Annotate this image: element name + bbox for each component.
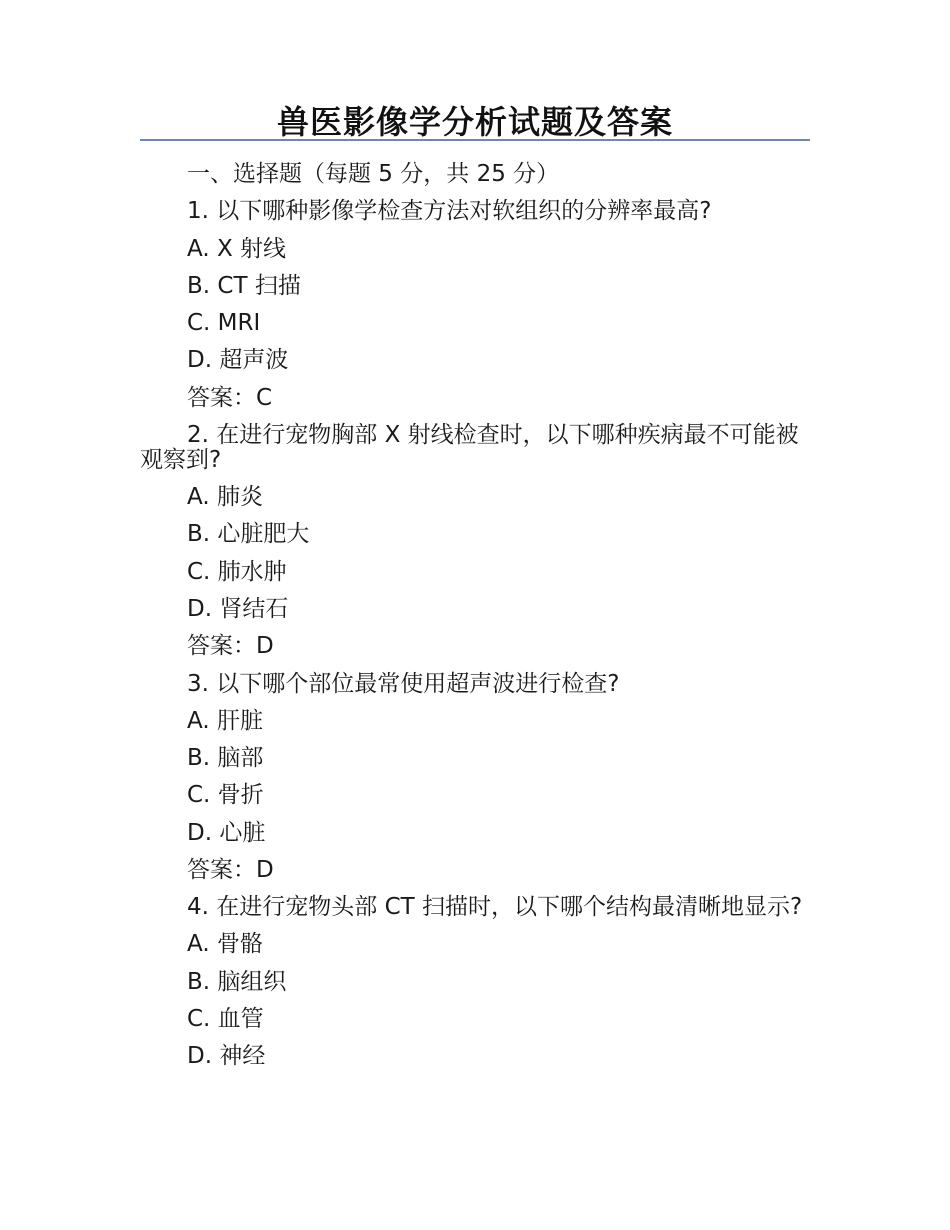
option-c: C. 骨折 [187, 782, 264, 809]
option-b: B. 心脏肥大 [187, 521, 310, 548]
question-text: 3. 以下哪个部位最常使用超声波进行检查? [187, 670, 620, 697]
section-heading: 一、选择题（每题 5 分，共 25 分） [187, 161, 560, 187]
option-b: B. 脑部 [187, 745, 264, 772]
document-body [140, 156, 810, 1076]
answer-text: 答案：D [187, 633, 274, 660]
option-d: D. 心脏 [187, 819, 266, 846]
option-d: D. 超声波 [187, 347, 289, 374]
option-c: C. 肺水肿 [187, 558, 287, 585]
question-text: 4. 在进行宠物头部 CT 扫描时，以下哪个结构最清晰地显示? [187, 894, 803, 921]
option-d: D. 神经 [187, 1043, 266, 1070]
option-a: A. 骨骼 [187, 931, 263, 958]
option-c: C. MRI [187, 310, 261, 337]
answer-text: 答案：C [187, 384, 273, 411]
option-c: C. 血管 [187, 1005, 264, 1032]
title-underline [140, 139, 810, 141]
question-text: 2. 在进行宠物胸部 X 射线检查时，以下哪种疾病最不可能被观察到? [140, 422, 799, 474]
option-a: A. 肺炎 [187, 484, 263, 511]
option-a: A. 肝脏 [187, 707, 263, 734]
option-b: B. CT 扫描 [187, 272, 301, 299]
answer-text: 答案：D [187, 857, 274, 884]
option-b: B. 脑组织 [187, 968, 287, 995]
option-a: A. X 射线 [187, 235, 287, 262]
document-title: 兽医影像学分析试题及答案 [276, 103, 673, 141]
question-text: 1. 以下哪种影像学检查方法对软组织的分辨率最高? [187, 198, 712, 225]
option-d: D. 肾结石 [187, 595, 289, 622]
